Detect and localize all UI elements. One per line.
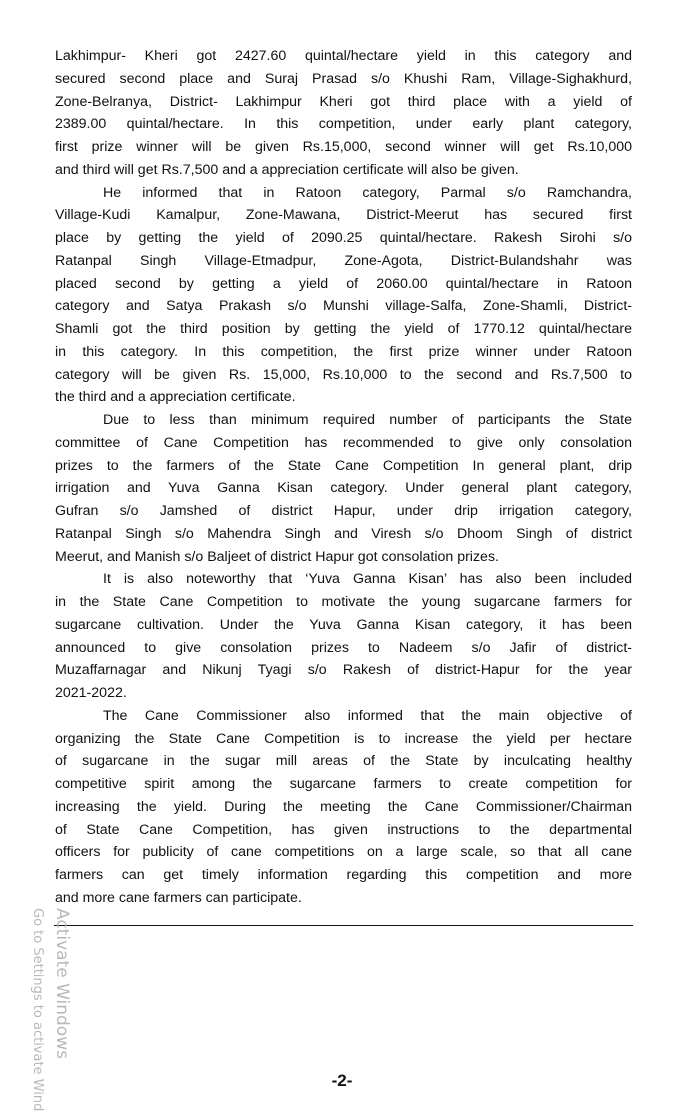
text-line: The Cane Commissioner also informed that the main objective of xyxy=(103,707,632,724)
text-line: irrigation and Yuva Ganna Kisan category. Under general plant category, xyxy=(55,480,632,497)
text-line: 2021-2022. xyxy=(55,685,127,701)
text-line: It is also noteworthy that ‘Yuva Ganna Kisan’ has also been included xyxy=(103,571,632,588)
text-line: Village-Kudi Kamalpur, Zone-Mawana, District-Meerut has secured first xyxy=(55,207,632,224)
text-line: and more cane farmers can participate. xyxy=(55,889,302,906)
text-line: in this category. In this competition, the first prize winner under Ratoon xyxy=(55,343,632,360)
text-line: in the State Cane Competition to motivate the young sugarcane farmers for xyxy=(55,594,632,610)
text-line: Zone-Belranya, District- Lakhimpur Kheri got third place with a yield of xyxy=(55,93,632,110)
text-line: committee of Cane Competition has recommended to give only consolation xyxy=(55,434,632,451)
activate-windows-watermark: Activate Windows xyxy=(52,908,72,1059)
text-line: first prize winner will be given Rs.15,000, second winner will get Rs.10,000 xyxy=(55,139,632,155)
text-line: farmers can get timely information regarding this competition and more xyxy=(55,867,632,883)
paragraph xyxy=(55,45,632,182)
text-line: Due to less than minimum required number of participants the State xyxy=(103,412,632,428)
text-line: placed second by getting a yield of 2060.00 quintal/hectare in Ratoon xyxy=(55,275,632,292)
text-line: Meerut, and Manish s/o Baljeet of district Hapur got consolation prizes. xyxy=(55,548,499,565)
text-line: competitive spirit among the sugarcane farmers to create competition for xyxy=(55,776,632,792)
paragraph xyxy=(55,705,632,910)
text-line: increasing the yield. During the meeting the Cane Commissioner/Chairman xyxy=(55,798,632,815)
text-line: Shamli got the third position by getting the yield of 1770.12 quintal/hectare xyxy=(55,321,632,337)
text-line: Ratanpal Singh Village-Etmadpur, Zone-Agota, District-Bulandshahr was xyxy=(55,252,632,269)
document-body xyxy=(55,45,632,910)
text-line: Lakhimpur- Kheri got 2427.60 quintal/hectare yield in this category and xyxy=(55,48,632,64)
text-line: sugarcane cultivation. Under the Yuva Ganna Kisan category, it has been xyxy=(55,616,632,633)
text-line: and third will get Rs.7,500 and a appreciation certificate will also be given. xyxy=(55,161,519,178)
text-line: the third and a appreciation certificate. xyxy=(55,389,296,406)
text-line: secured second place and Suraj Prasad s/o Khushi Ram, Village-Sighakhurd, xyxy=(55,70,632,87)
page-number: -2- xyxy=(331,1071,353,1090)
text-line: category will be given Rs. 15,000, Rs.10,000 to the second and Rs.7,500 to xyxy=(55,366,632,383)
text-line: He informed that in Ratoon category, Parmal s/o Ramchandra, xyxy=(103,184,632,201)
paragraph xyxy=(55,409,632,568)
text-line: 2389.00 quintal/hectare. In this competition, under early plant category, xyxy=(55,116,632,133)
text-line: announced to give consolation prizes to Nadeem s/o Jafir of district- xyxy=(55,639,632,656)
text-line: of State Cane Competition, has given instructions to the departmental xyxy=(55,821,632,838)
text-line: Ratanpal Singh s/o Mahendra Singh and Viresh s/o Dhoom Singh of district xyxy=(55,525,632,542)
text-line: Gufran s/o Jamshed of district Hapur, under drip irrigation category, xyxy=(55,503,632,519)
text-line: prizes to the farmers of the State Cane Competition In general plant, drip xyxy=(55,457,632,474)
footer-divider xyxy=(54,925,633,926)
text-line: of sugarcane in the sugar mill areas of the State by inculcating healthy xyxy=(55,753,632,770)
text-line: Muzaffarnagar and Nikunj Tyagi s/o Rakesh of district-Hapur for the year xyxy=(55,662,632,679)
text-line: organizing the State Cane Competition is to increase the yield per hectare xyxy=(55,730,632,747)
activate-windows-hint: Go to Settings to activate Wind xyxy=(30,908,45,1112)
paragraph xyxy=(55,182,632,410)
text-line: officers for publicity of cane competitions on a large scale, so that all cane xyxy=(55,844,632,861)
text-line: place by getting the yield of 2090.25 quintal/hectare. Rakesh Sirohi s/o xyxy=(55,230,632,246)
paragraph xyxy=(55,568,632,705)
text-line: category and Satya Prakash s/o Munshi village-Salfa, Zone-Shamli, District- xyxy=(55,298,632,315)
